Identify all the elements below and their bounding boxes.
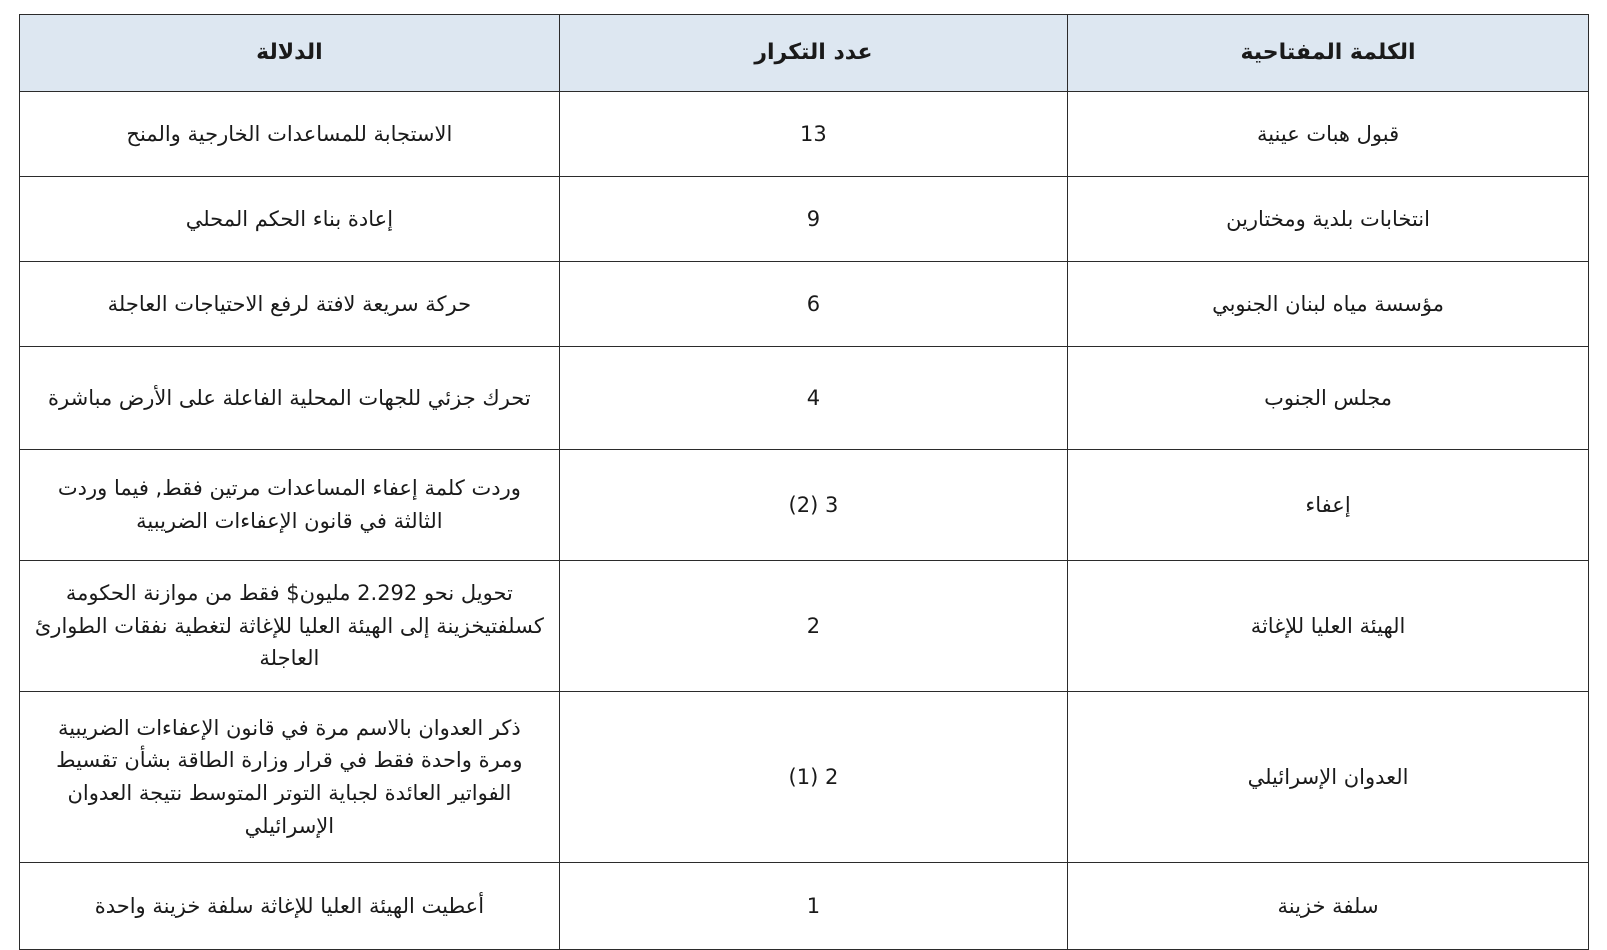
cell-count: 2: [559, 561, 1067, 692]
cell-count: 3 (2): [559, 450, 1067, 561]
cell-meaning: حركة سريعة لافتة لرفع الاحتياجات العاجلة: [20, 262, 560, 347]
cell-meaning: أعطيت الهيئة العليا للإغاثة سلفة خزينة واحدة: [20, 863, 560, 950]
table-header-row: [20, 15, 1589, 92]
table-row: [20, 347, 1589, 450]
table-row: [20, 177, 1589, 262]
table-row: [20, 450, 1589, 561]
cell-keyword: مؤسسة مياه لبنان الجنوبي: [1068, 262, 1589, 347]
keyword-frequency-table: [19, 14, 1589, 950]
cell-meaning: إعادة بناء الحكم المحلي: [20, 177, 560, 262]
cell-keyword: العدوان الإسرائيلي: [1068, 692, 1589, 863]
cell-keyword: سلفة خزينة: [1068, 863, 1589, 950]
table-row: [20, 863, 1589, 950]
cell-meaning: الاستجابة للمساعدات الخارجية والمنح: [20, 92, 560, 177]
cell-meaning: ذكر العدوان بالاسم مرة في قانون الإعفاءات الضريبية ومرة واحدة فقط في قرار وزارة الطاقة بشأن تقسيط الفواتير العائدة لجباية التوتر المتوسط نتيجة العدوان الإسرائيلي: [20, 692, 560, 863]
cell-count: 4: [559, 347, 1067, 450]
table-body: [20, 92, 1589, 950]
table-row: [20, 692, 1589, 863]
cell-keyword: انتخابات بلدية ومختارين: [1068, 177, 1589, 262]
cell-keyword: مجلس الجنوب: [1068, 347, 1589, 450]
table-header: [20, 15, 1589, 92]
cell-keyword: قبول هبات عينية: [1068, 92, 1589, 177]
cell-keyword: إعفاء: [1068, 450, 1589, 561]
cell-count: 13: [559, 92, 1067, 177]
column-header-count: عدد التكرار: [559, 15, 1067, 92]
cell-meaning: وردت كلمة إعفاء المساعدات مرتين فقط, فيما وردت الثالثة في قانون الإعفاءات الضريبية: [20, 450, 560, 561]
table-row: [20, 561, 1589, 692]
cell-count: 2 (1): [559, 692, 1067, 863]
cell-count: 1: [559, 863, 1067, 950]
cell-keyword: الهيئة العليا للإغاثة: [1068, 561, 1589, 692]
cell-meaning: تحرك جزئي للجهات المحلية الفاعلة على الأرض مباشرة: [20, 347, 560, 450]
table-row: [20, 262, 1589, 347]
cell-count: 9: [559, 177, 1067, 262]
column-header-keyword: الكلمة المفتاحية: [1068, 15, 1589, 92]
column-header-meaning: الدلالة: [20, 15, 560, 92]
cell-meaning: تحويل نحو 2.292 مليون$ فقط من موازنة الحكومة كسلفتيخزينة إلى الهيئة العليا للإغاثة لتغطية نفقات الطوارئ العاجلة: [20, 561, 560, 692]
cell-count: 6: [559, 262, 1067, 347]
table-row: [20, 92, 1589, 177]
